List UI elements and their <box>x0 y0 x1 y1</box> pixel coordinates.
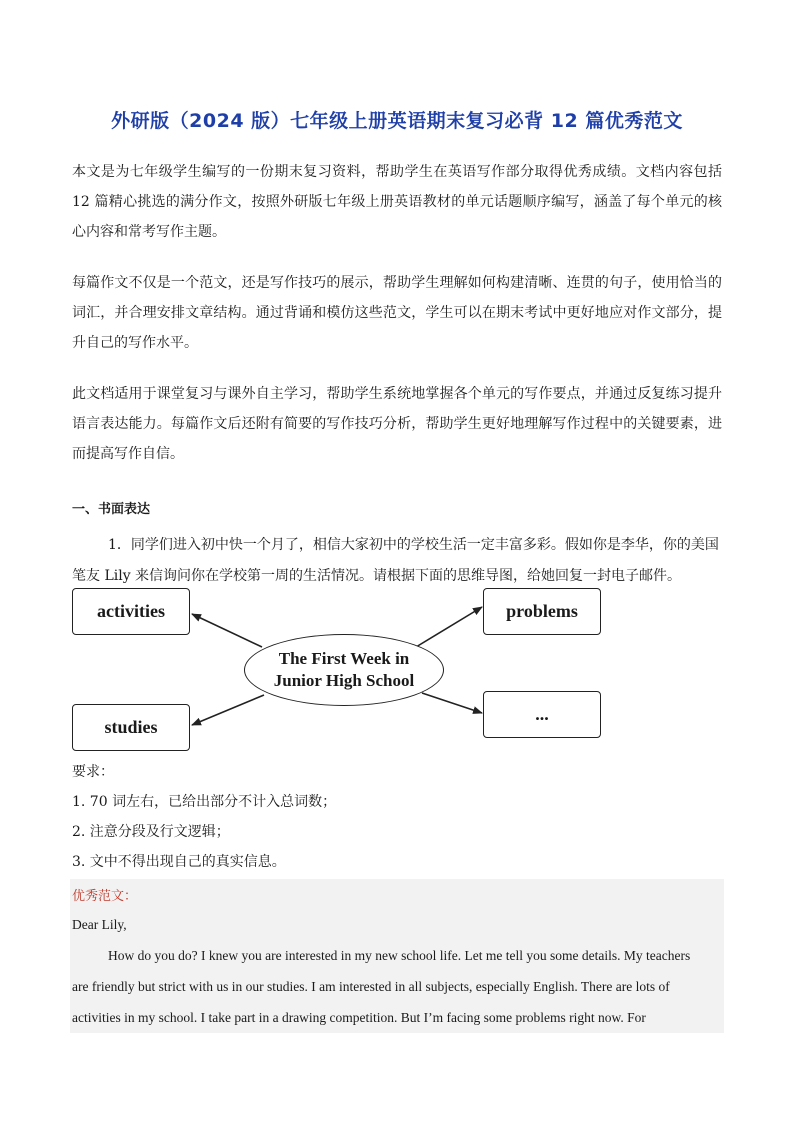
essay-line: are friendly but strict with us in our studies. I am interested in all subjects, especially English. There are lots of <box>72 979 670 994</box>
model-essay <box>70 879 724 1033</box>
essay-greeting: Dear Lily, <box>72 917 127 932</box>
arrow-to-studies <box>192 695 264 725</box>
requirement-item: 3. 文中不得出现自己的真实信息。 <box>72 854 286 870</box>
intro-paragraph-2: 每篇作文不仅是一个范文，还是写作技巧的展示，帮助学生理解如何构建清晰、连贯的句子，使用恰当的词汇，并合理安排文章结构。通过背诵和模仿这些范文，学生可以在期末考试中更好地应对作文部分，提升自己的写作水平。 <box>72 275 722 351</box>
mind-map-center-line-2: Junior High School <box>273 671 415 690</box>
mind-map-center <box>244 634 444 706</box>
arrow-to-more <box>422 693 482 713</box>
mind-map-node-problems: problems <box>483 588 601 635</box>
essay-line: How do you do? I knew you are interested in my new school life. Let me tell you some details. My teachers <box>108 948 691 963</box>
arrow-to-problems <box>416 607 482 647</box>
document-title: 外研版（2024 版）七年级上册英语期末复习必背 12 篇优秀范文 <box>111 110 683 132</box>
mind-map-center-line-1: The First Week in <box>278 649 410 668</box>
intro-paragraph-3: 此文档适用于课堂复习与课外自主学习，帮助学生系统地掌握各个单元的写作要点，并通过反复练习提升语言表达能力。每篇作文后还附有简要的写作技巧分析，帮助学生更好地理解写作过程中的关键要素，进而提高写作自信。 <box>72 386 722 462</box>
requirements-heading: 要求： <box>72 764 114 780</box>
arrow-to-activities <box>192 614 262 647</box>
essay-label: 优秀范文： <box>72 889 138 904</box>
intro-paragraph-1: 本文是为七年级学生编写的一份期末复习资料，帮助学生在英语写作部分取得优秀成绩。文档内容包括 12 篇精心挑选的满分作文，按照外研版七年级上册英语教材的单元话题顺序编写，涵盖了每个单元的核心内容和常考写作主题。 <box>72 164 722 240</box>
requirement-item: 1. 70 词左右，已给出部分不计入总词数； <box>72 794 337 810</box>
requirement-item: 2. 注意分段及行文逻辑； <box>72 824 230 840</box>
mind-map-node-activities: activities <box>72 588 190 635</box>
mind-map-node-more: ... <box>483 691 601 738</box>
mind-map-node-studies: studies <box>72 704 190 751</box>
question-prompt: 1．同学们进入初中快一个月了，相信大家初中的学校生活一定丰富多彩。假如你是李华，你的美国笔友 Lily 来信询问你在学校第一周的生活情况。请根据下面的思维导图，给她回复一封电子邮件。 <box>72 537 719 584</box>
section-heading: 一、书面表达 <box>72 502 151 517</box>
mind-map <box>72 585 602 755</box>
essay-line: activities in my school. I take part in a drawing competition. But I’m facing some problems right now. For <box>72 1010 646 1025</box>
